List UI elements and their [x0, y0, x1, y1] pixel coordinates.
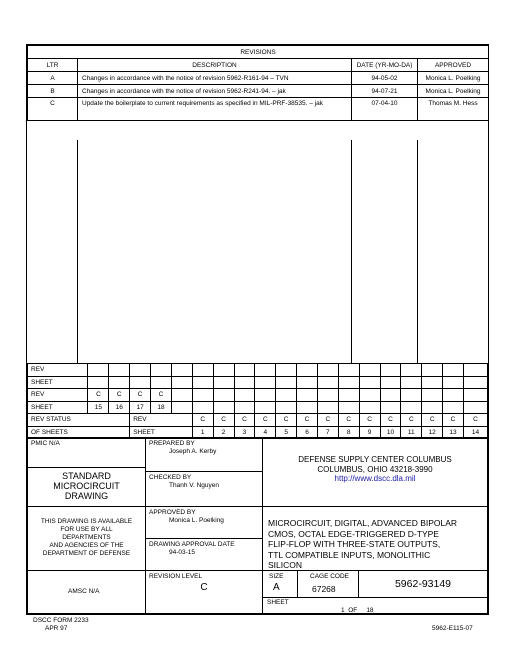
prepared-by: Joseph A. Kerby — [169, 448, 217, 455]
checked-by: Thanh V. Nguyen — [169, 482, 219, 489]
pmic-cell — [27, 437, 146, 468]
rev-value: C — [338, 414, 359, 427]
rev-value: C — [317, 414, 338, 427]
drawing-title: CMOS, OCTAL EDGE-TRIGGERED D-TYPE — [268, 528, 439, 539]
form-number: DSCC FORM 2233 — [33, 617, 89, 624]
rev-label: REV — [28, 364, 88, 377]
rev-label: REV — [28, 389, 88, 402]
sheet-value: 3 — [234, 426, 255, 439]
size-cell — [262, 570, 298, 598]
revision-level-cell — [145, 570, 263, 614]
sheet-value: 15 — [88, 401, 109, 414]
availability-text: AND AGENCIES OF THE — [49, 542, 124, 549]
sheet-value: 16 — [109, 401, 130, 414]
drawing-title: MICROCIRCUIT, DIGITAL, ADVANCED BIPOLAR — [268, 518, 458, 528]
rev-value: C — [463, 414, 487, 427]
drawing-title: FLIP-FLOP WITH THREE-STATE OUTPUTS, — [268, 539, 441, 549]
rev-value: C — [234, 414, 255, 427]
rev-value: C — [359, 414, 380, 427]
sheet-value: 8 — [338, 426, 359, 439]
grid-row — [28, 364, 488, 377]
revision-description: Changes in accordance with the notice of revision 5962-R241-94. – jak — [78, 85, 352, 98]
column-rule — [417, 140, 418, 363]
revision-date: 94-05-02 — [352, 72, 418, 85]
agency-address: COLUMBUS, OHIO 43218-3990 — [317, 464, 433, 474]
form-date: APR 97 — [45, 625, 68, 632]
revision-ltr: C — [28, 98, 78, 121]
grid-row — [28, 389, 488, 402]
sheet-value: 11 — [401, 426, 422, 439]
checked-by-label: CHECKED BY — [149, 474, 192, 481]
drawing-title-cell — [262, 506, 488, 571]
amsc: AMSC N/A — [68, 588, 100, 595]
sheet-value: 18 — [151, 401, 172, 414]
rev-label: REV — [130, 414, 193, 427]
sheet-label: SHEET — [130, 426, 193, 439]
document-code: 5962-E115-07 — [432, 625, 473, 632]
rev-value: C — [276, 414, 297, 427]
drawing-number: 5962-93149 — [394, 578, 452, 590]
revisions-table — [27, 45, 489, 121]
checked-by-cell — [145, 471, 263, 507]
rev-value: C — [109, 389, 130, 402]
revision-level: C — [200, 582, 208, 593]
cage-label: CAGE CODE — [310, 573, 350, 580]
revision-row — [28, 98, 489, 121]
approved-by-cell — [145, 506, 263, 539]
rev-value: C — [443, 414, 464, 427]
cage-code-cell — [297, 570, 359, 598]
rev-value: C — [130, 389, 151, 402]
revision-approved: Thomas M. Hess — [418, 98, 489, 121]
header-ltr: LTR — [28, 59, 78, 72]
revisions-title: REVISIONS — [28, 46, 489, 59]
rev-value: C — [297, 414, 318, 427]
sheet-value: 17 — [130, 401, 151, 414]
rev-value: C — [401, 414, 422, 427]
sheet-value: 12 — [422, 426, 443, 439]
approved-by-label: APPROVED BY — [149, 509, 196, 516]
revision-date: 94-07-21 — [352, 85, 418, 98]
size: A — [273, 582, 280, 593]
sheet-value: 4 — [255, 426, 276, 439]
sheet-value: 5 — [276, 426, 297, 439]
drawing-number-cell — [358, 570, 488, 598]
sheet-label: SHEET — [28, 376, 88, 389]
header-approved: APPROVED — [418, 59, 489, 72]
sheet-of: OF — [348, 607, 358, 614]
size-label: SIZE — [269, 573, 284, 580]
standard-cell — [27, 467, 146, 507]
availability-text: FOR USE BY ALL — [60, 526, 113, 533]
rev-value: C — [380, 414, 401, 427]
revision-row — [28, 85, 489, 98]
approval-date: 94-03-15 — [169, 549, 196, 556]
sheet-value: 1 — [192, 426, 213, 439]
sheet-value: 10 — [380, 426, 401, 439]
approval-date-cell — [145, 538, 263, 571]
rev-value: C — [255, 414, 276, 427]
title-block — [27, 437, 488, 614]
availability-text: DEPARTMENT OF DEFENSE — [42, 550, 131, 557]
grid-row — [28, 401, 488, 414]
standard-title: DRAWING — [64, 491, 109, 501]
revision-approved: Monica L. Poelking — [418, 72, 489, 85]
amsc-cell — [27, 570, 146, 614]
rev-value: C — [192, 414, 213, 427]
prepared-by-cell — [145, 437, 263, 472]
revision-approved: Monica L. Poelking — [418, 85, 489, 98]
form-id — [33, 617, 89, 633]
agency-url[interactable]: http://www.dscc.dla.mil — [334, 474, 416, 483]
pmic: PMIC N/A — [31, 440, 60, 447]
column-rule — [351, 140, 352, 363]
revision-ltr: A — [28, 72, 78, 85]
column-rule — [77, 140, 78, 363]
sheet-value: 9 — [359, 426, 380, 439]
rev-value: C — [213, 414, 234, 427]
prepared-by-label: PREPARED BY — [149, 440, 195, 447]
rev-value: C — [151, 389, 172, 402]
sheet-label: SHEET — [28, 401, 88, 414]
sheet-value: 13 — [443, 426, 464, 439]
approval-date-label: DRAWING APPROVAL DATE — [149, 541, 235, 548]
availability-cell — [27, 506, 146, 571]
agency-cell — [262, 437, 488, 507]
approved-by: Monica L. Poelking — [169, 517, 224, 524]
revision-level-label: REVISION LEVEL — [149, 573, 203, 580]
drawing-title: TTL COMPATIBLE INPUTS, MONOLITHIC — [268, 549, 431, 560]
sheet-label: SHEET — [267, 599, 289, 606]
header-description: DESCRIPTION — [78, 59, 352, 72]
sheet-value: 6 — [297, 426, 318, 439]
availability-text: DEPARTMENTS — [62, 534, 111, 541]
availability-text: THIS DRAWING IS AVAILABLE — [40, 518, 133, 525]
rev-value: C — [88, 389, 109, 402]
standard-title: STANDARD — [62, 471, 111, 481]
revision-date: 07-04-10 — [352, 98, 418, 121]
sheet-total: 18 — [366, 607, 374, 614]
revision-description: Update the boilerplate to current requirements as specified in MIL-PRF-38535. – jak — [78, 98, 352, 121]
sheet-value: 14 — [463, 426, 487, 439]
sheet-number: 1 — [341, 607, 345, 614]
sheet-value: 2 — [213, 426, 234, 439]
revision-status-grid — [27, 363, 488, 439]
drawing-frame — [26, 44, 489, 615]
of-sheets-label: OF SHEETS — [28, 426, 130, 439]
rev-status-label: REV STATUS — [28, 414, 130, 427]
revision-ltr: B — [28, 85, 78, 98]
sheet-cell — [262, 597, 488, 614]
rev-value: C — [422, 414, 443, 427]
revision-description: Changes in accordance with the notice of revision 5962-R161-94 – TVN — [78, 72, 352, 85]
standard-title: MICROCIRCUIT — [53, 481, 120, 491]
cage-code: 67268 — [312, 584, 336, 594]
agency-name: DEFENSE SUPPLY CENTER COLUMBUS — [298, 455, 452, 464]
sheet-value: 7 — [317, 426, 338, 439]
grid-row — [28, 376, 488, 389]
header-date: DATE (YR-MO-DA) — [352, 59, 418, 72]
revision-row — [28, 72, 489, 85]
drawing-title: SILICON — [268, 560, 303, 570]
grid-row — [28, 414, 488, 427]
